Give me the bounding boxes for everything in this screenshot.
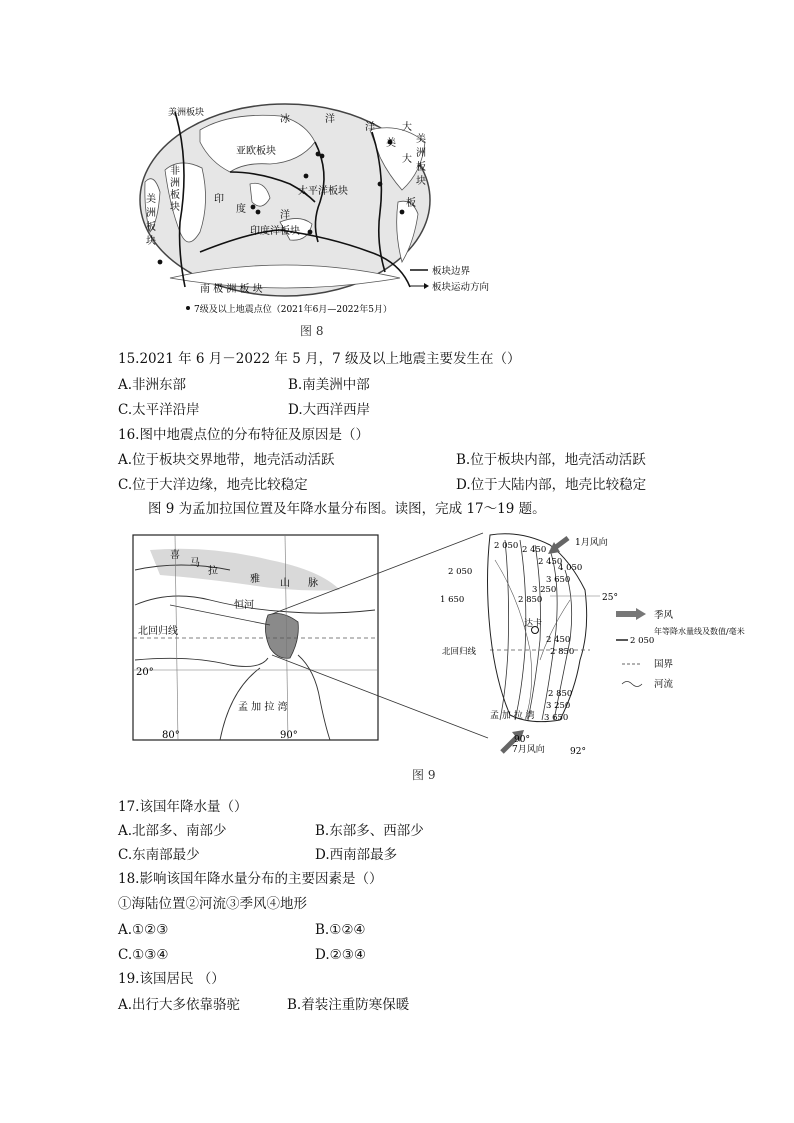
q19-option-b: B.着装注重防寒保暖 [287, 997, 410, 1013]
legend-border: 国界 [654, 659, 674, 670]
figure-8 [140, 102, 520, 324]
label-america-right-3: 板 [416, 162, 426, 173]
figure-9 [130, 530, 745, 760]
q17-stem: 17.该国年降水量（） [118, 799, 248, 815]
q16-option-d: D.位于大陆内部，地壳比较稳定 [456, 477, 647, 493]
label-america-right-4: 块 [416, 176, 426, 187]
isoline-14: 3 650 [544, 713, 569, 723]
q18-option-b: B.①②④ [315, 922, 366, 938]
ocean-5: 大 [402, 154, 412, 165]
ocean-1: 冰 [280, 114, 290, 125]
label-america-left-4: 块 [146, 236, 156, 247]
ocean-6: 印 [214, 194, 224, 205]
label-pacific-plate: 太平洋板块 [298, 186, 348, 197]
q17-option-a: A.北部多、南部少 [118, 823, 227, 839]
label-africa-plate-3: 板 [170, 190, 180, 201]
legend-earthquake: 7级及以上地震点位（2021年6月—2022年5月） [194, 305, 392, 315]
q15-option-d: D.大西洋西岸 [288, 402, 371, 418]
q18-stem: 18.影响该国年降水量分布的主要因素是（） [118, 871, 383, 887]
isoline-1: 2 050 [494, 541, 519, 551]
q15-stem: 15.2021 年 6 月－2022 年 5 月，7 级及以上地震主要发生在（） [118, 351, 521, 367]
ocean-10: 板 [406, 198, 416, 209]
left-mountain-4: 雅 [250, 574, 260, 585]
left-lon80: 80° [162, 730, 180, 741]
legend-river: 河流 [654, 679, 674, 690]
label-africa-plate-1: 非 [170, 166, 180, 177]
left-tropic: 北回归线 [138, 626, 178, 637]
legend-isoline-value: 2 050 [630, 636, 655, 646]
label-antarctic-plate: 南 极 洲 板 块 [200, 284, 263, 295]
q18-option-a: A.①②③ [118, 922, 169, 938]
isoline-6: 3 250 [532, 585, 557, 595]
figure-8-caption: 图 8 [300, 324, 324, 338]
q16-option-a: A.位于板块交界地带，地壳活动活跃 [118, 452, 335, 468]
ocean-2: 洋 [325, 114, 335, 125]
left-bay: 孟 加 拉 湾 [238, 702, 288, 713]
q16-stem: 16.图中地震点位的分布特征及原因是（） [118, 427, 369, 443]
label-america-left-2: 洲 [146, 208, 156, 219]
isoline-9: 1 650 [440, 595, 465, 605]
q15-option-c: C.太平洋沿岸 [118, 402, 200, 418]
isoline-10: 2 450 [546, 635, 571, 645]
isoline-2: 2 450 [522, 545, 547, 555]
q16-option-b: B.位于板块内部，地壳活动活跃 [456, 452, 646, 468]
legend-plate-motion: 板块运动方向 [432, 282, 490, 293]
label-america-left-1: 美 [146, 194, 156, 205]
q18-option-c: C.①③④ [118, 947, 169, 963]
isoline-5: 3 650 [546, 575, 571, 585]
q18-option-d: D.②③④ [315, 947, 366, 963]
left-lat20: 20° [136, 667, 154, 678]
plate-map [140, 102, 520, 324]
right-lon90: 90° [514, 735, 530, 745]
right-wind-jul: 7月风向 [512, 745, 545, 755]
label-america-left-3: 板 [146, 222, 156, 233]
q15-option-a: A.非洲东部 [118, 377, 187, 393]
q17-option-d: D.西南部最多 [315, 847, 398, 863]
isoline-7: 2 850 [518, 595, 543, 605]
right-tropic: 北回归线 [442, 647, 477, 657]
right-dhaka: 达卡 [524, 619, 543, 629]
left-mountain-1: 喜 [170, 550, 180, 561]
left-mountain-6: 脉 [308, 578, 318, 589]
label-africa-plate-4: 块 [170, 202, 180, 213]
ocean-9: 美 [386, 138, 396, 149]
q19-option-a: A.出行大多依靠骆驼 [118, 997, 241, 1013]
ocean-8: 洋 [280, 210, 290, 221]
left-ganges: 恒河 [234, 600, 254, 611]
q15-option-b: B.南美洲中部 [288, 377, 370, 393]
bangladesh-map [130, 530, 745, 760]
ocean-4: 大 [402, 122, 412, 133]
figure-9-caption: 图 9 [412, 768, 436, 782]
legend-plate-boundary: 板块边界 [432, 266, 471, 277]
legend-isoline: 年等降水量线及数值/毫米 [654, 627, 745, 636]
isoline-11: 2 850 [550, 647, 575, 657]
isoline-8: 2 050 [448, 567, 473, 577]
isoline-4: 4 050 [558, 563, 583, 573]
isoline-3: 2 450 [538, 557, 563, 567]
legend-monsoon: 季风 [654, 610, 674, 621]
right-lon92: 92° [570, 747, 586, 757]
q18-factors: ①海陆位置②河流③季风④地形 [118, 896, 307, 912]
left-lon90: 90° [280, 730, 298, 741]
label-america-top: 美洲板块 [168, 108, 205, 118]
figure-9-intro: 图 9 为孟加拉国位置及年降水量分布图。读图，完成 17～19 题。 [148, 501, 546, 517]
ocean-3: 洋 [365, 122, 375, 133]
left-mountain-5: 山 [280, 578, 290, 589]
label-africa-plate-2: 洲 [170, 178, 180, 189]
isoline-13: 3 250 [546, 701, 571, 711]
right-wind-jan: 1月风向 [575, 538, 608, 548]
q19-stem: 19.该国居民 （） [118, 971, 225, 987]
q16-option-c: C.位于大洋边缘，地壳比较稳定 [118, 477, 308, 493]
label-america-right-2: 洲 [416, 148, 426, 159]
q17-option-b: B.东部多、西部少 [315, 823, 424, 839]
left-mountain-2: 马 [190, 558, 200, 569]
label-indian-ocean-plate: 印度洋板块 [250, 226, 300, 237]
right-bay: 孟 加 拉 湾 [490, 711, 535, 721]
right-lat25: 25° [602, 593, 618, 603]
label-eurasian-plate: 亚欧板块 [236, 146, 276, 157]
label-america-right-1: 美 [416, 134, 426, 145]
ocean-7: 度 [236, 204, 246, 215]
left-mountain-3: 拉 [208, 566, 218, 577]
q17-option-c: C.东南部最少 [118, 847, 200, 863]
isoline-12: 2 850 [548, 689, 573, 699]
